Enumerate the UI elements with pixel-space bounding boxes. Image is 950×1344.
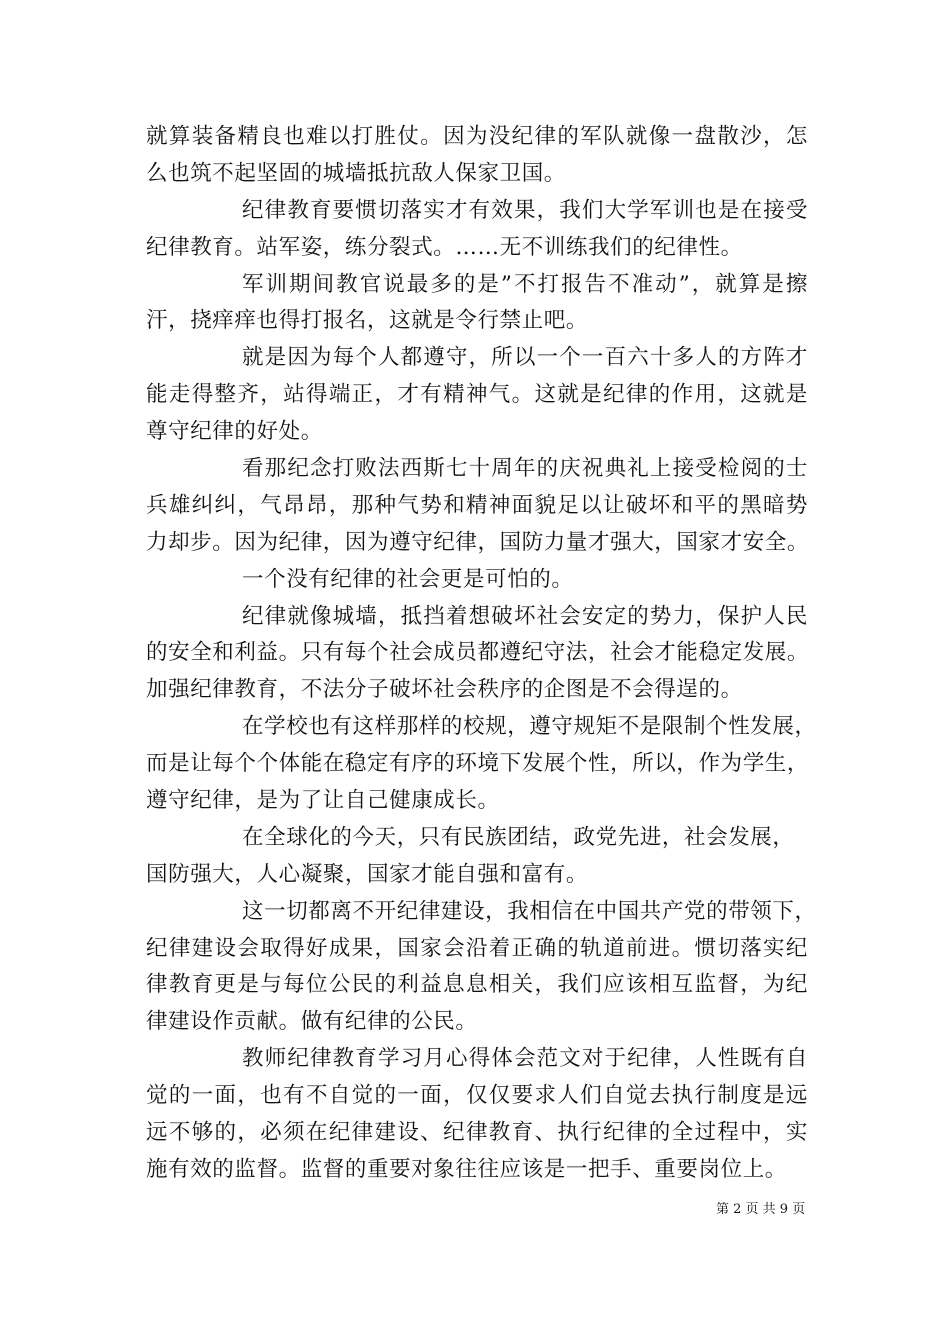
paragraph-start-line: 这一切都离不开纪律建设，我相信在中国共产党的带领下， xyxy=(242,898,817,924)
paragraph-start-line: 就是因为每个人都遵守，所以一个一百六十多人的方阵才 xyxy=(242,345,808,371)
text-line: 遵守纪律，是为了让自己健康成长。 xyxy=(146,788,500,814)
paragraph-start-line: 纪律就像城墙，抵挡着想破坏社会安定的势力，保护人民 xyxy=(242,603,808,629)
text-line: 纪律教育。站军姿，练分裂式。……无不训练我们的纪律性。 xyxy=(146,234,743,260)
text-line: 远不够的，必须在纪律建设、纪律教育、执行纪律的全过程中，实 xyxy=(146,1120,808,1146)
text-line: 而是让每个个体能在稳定有序的环境下发展个性，所以，作为学生， xyxy=(146,751,810,777)
text-line: 觉的一面，也有不自觉的一面，仅仅要求人们自觉去执行制度是远 xyxy=(146,1083,808,1109)
text-line: 纪律建设会取得好成果，国家会沿着正确的轨道前进。惯切落实纪 xyxy=(146,935,808,961)
paragraph-start-line: 在学校也有这样那样的校规，遵守规矩不是限制个性发展， xyxy=(242,714,817,740)
text-line: 么也筑不起坚固的城墙抵抗敌人保家卫国。 xyxy=(146,160,566,186)
paragraph-start-line: 看那纪念打败法西斯七十周年的庆祝典礼上接受检阅的士 xyxy=(242,456,808,482)
text-line: 加强纪律教育，不法分子破坏社会秩序的企图是不会得逞的。 xyxy=(146,677,743,703)
text-line: 律建设作贡献。做有纪律的公民。 xyxy=(146,1009,478,1035)
paragraph-start-line: 教师纪律教育学习月心得体会范文对于纪律，人性既有自 xyxy=(242,1046,808,1072)
text-line: 力却步。因为纪律，因为遵守纪律，国防力量才强大，国家才安全。 xyxy=(146,529,810,555)
text-line: 尊守纪律的好处。 xyxy=(146,419,323,445)
paragraph-start-line: 军训期间教官说最多的是”不打报告不准动”，就算是擦 xyxy=(242,271,808,297)
text-line: 汗，挠痒痒也得打报名，这就是令行禁止吧。 xyxy=(146,308,589,334)
page-number-footer: 第 2 页 共 9 页 xyxy=(716,1202,806,1217)
paragraph-start-line: 在全球化的今天，只有民族团结，政党先进，社会发展， xyxy=(242,824,795,850)
text-line: 兵雄纠纠，气昂昂，那种气势和精神面貌足以让破坏和平的黑暗势 xyxy=(146,492,808,518)
text-line: 国防强大，人心凝聚，国家才能自强和富有。 xyxy=(146,861,589,887)
text-line: 施有效的监督。监督的重要对象往往应该是一把手、重要岗位上。 xyxy=(146,1156,787,1182)
text-line: 的安全和利益。只有每个社会成员都遵纪守法，社会才能稳定发展。 xyxy=(146,640,810,666)
text-line: 律教育更是与每位公民的利益息息相关，我们应该相互监督，为纪 xyxy=(146,972,808,998)
text-line: 就算装备精良也难以打胜仗。因为没纪律的军队就像一盘散沙，怎 xyxy=(146,124,808,149)
document-body xyxy=(146,119,817,1189)
paragraph-start-line: 纪律教育要惯切落实才有效果，我们大学军训也是在接受 xyxy=(242,197,808,223)
paragraph-start-line: 一个没有纪律的社会更是可怕的。 xyxy=(242,566,574,592)
text-line: 能走得整齐，站得端正，才有精神气。这就是纪律的作用，这就是 xyxy=(146,382,808,408)
